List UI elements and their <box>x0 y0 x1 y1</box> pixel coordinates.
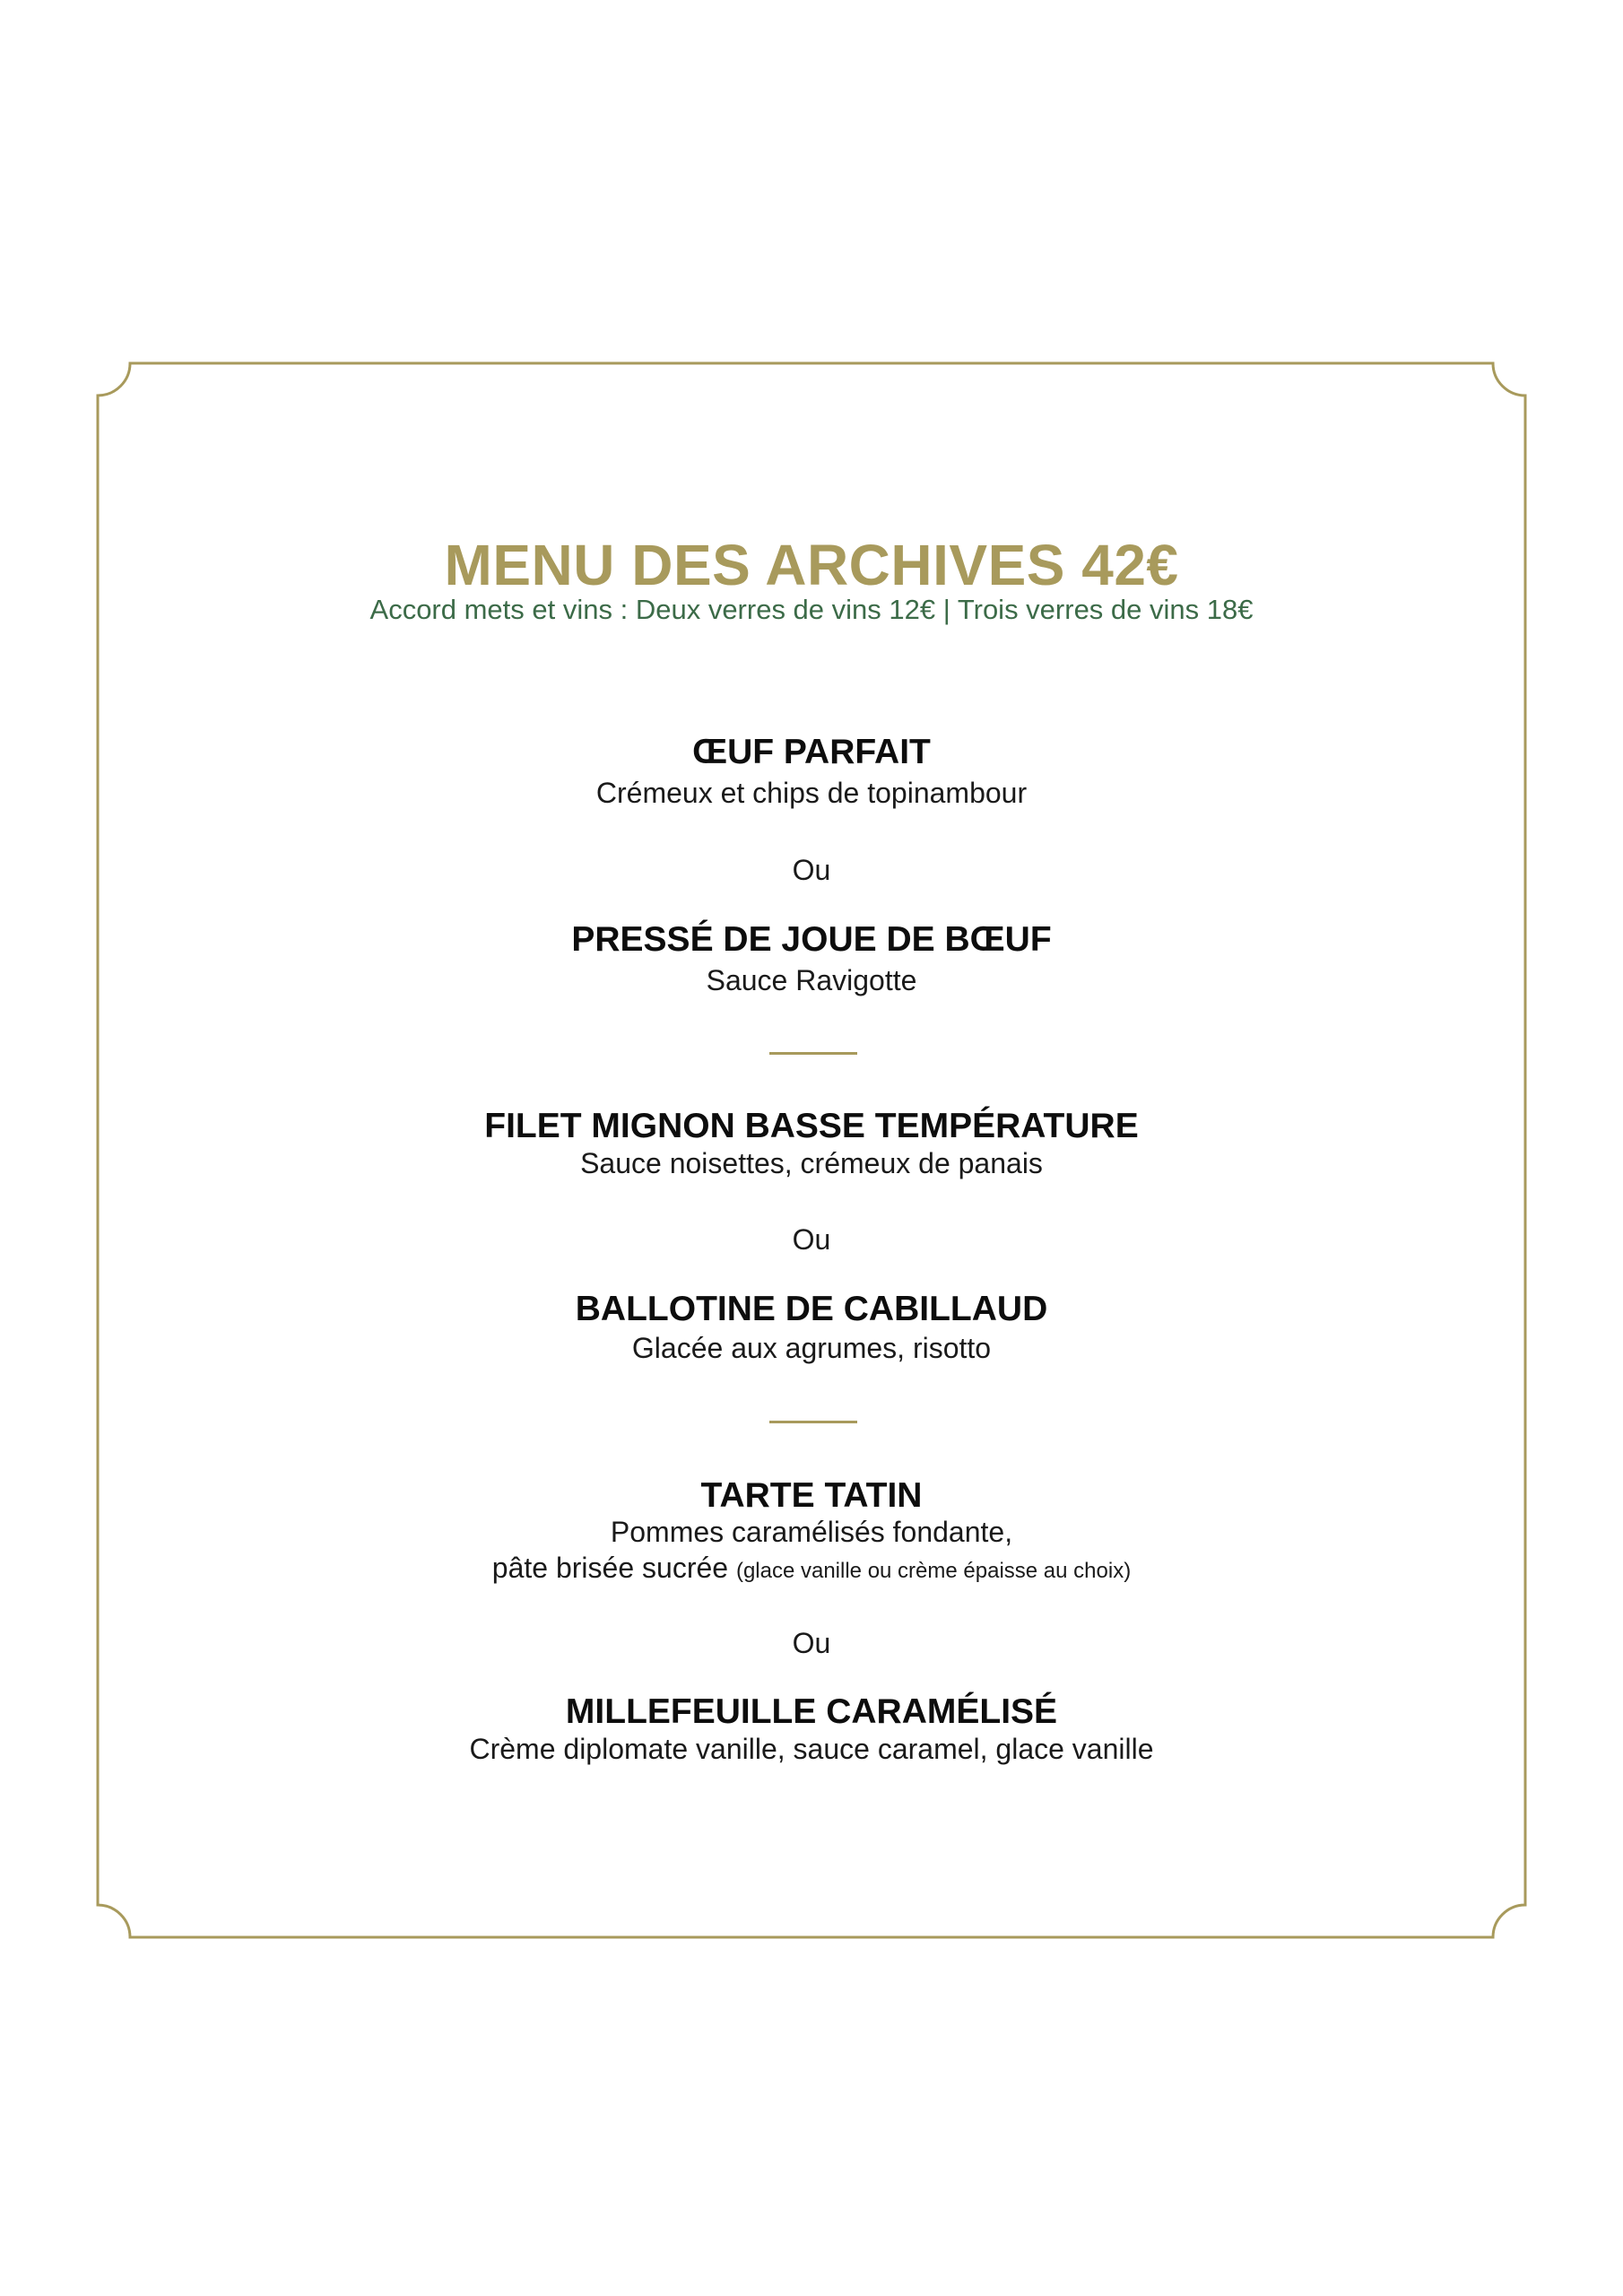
dish-description-oeuf-parfait: Crémeux et chips de topinambour <box>595 777 1028 809</box>
or-separator-2: Ou <box>792 1223 831 1256</box>
dish-name-oeuf-parfait: ŒUF PARFAIT <box>692 733 931 771</box>
dish-name-presse-joue-boeuf: PRESSÉ DE JOUE DE BŒUF <box>571 920 1052 959</box>
dish-description-presse-joue-boeuf: Sauce Ravigotte <box>706 964 917 996</box>
menu-subtitle: Accord mets et vins : Deux verres de vins 12€ | Trois verres de vins 18€ <box>369 594 1254 625</box>
dish-description-tarte-tatin-line2 <box>0 1550 1623 1589</box>
dish-description-tarte-tatin: Pommes caramélisés fondante, <box>610 1516 1013 1548</box>
or-separator-1: Ou <box>792 854 831 886</box>
or-separator-3: Ou <box>792 1627 831 1659</box>
dish-description-filet-mignon: Sauce noisettes, crémeux de panais <box>580 1147 1043 1179</box>
dish-description-tarte-tatin-base: pâte brisée sucrée <box>491 1552 729 1584</box>
course-divider-2 <box>769 1421 857 1423</box>
dish-description-ballotine-cabillaud: Glacée aux agrumes, risotto <box>631 1332 992 1364</box>
dish-name-filet-mignon: FILET MIGNON BASSE TEMPÉRATURE <box>484 1107 1139 1145</box>
dish-description-millefeuille: Crème diplomate vanille, sauce caramel, glace vanille <box>469 1733 1154 1765</box>
dish-description-tarte-tatin-note: (glace vanille ou crème épaisse au choix) <box>735 1559 1132 1583</box>
dish-name-millefeuille: MILLEFEUILLE CARAMÉLISÉ <box>565 1692 1058 1731</box>
dish-name-ballotine-cabillaud: BALLOTINE DE CABILLAUD <box>575 1290 1048 1328</box>
menu-title: MENU DES ARCHIVES 42€ <box>444 533 1179 597</box>
course-divider-1 <box>769 1052 857 1055</box>
dish-name-tarte-tatin: TARTE TATIN <box>700 1476 923 1515</box>
